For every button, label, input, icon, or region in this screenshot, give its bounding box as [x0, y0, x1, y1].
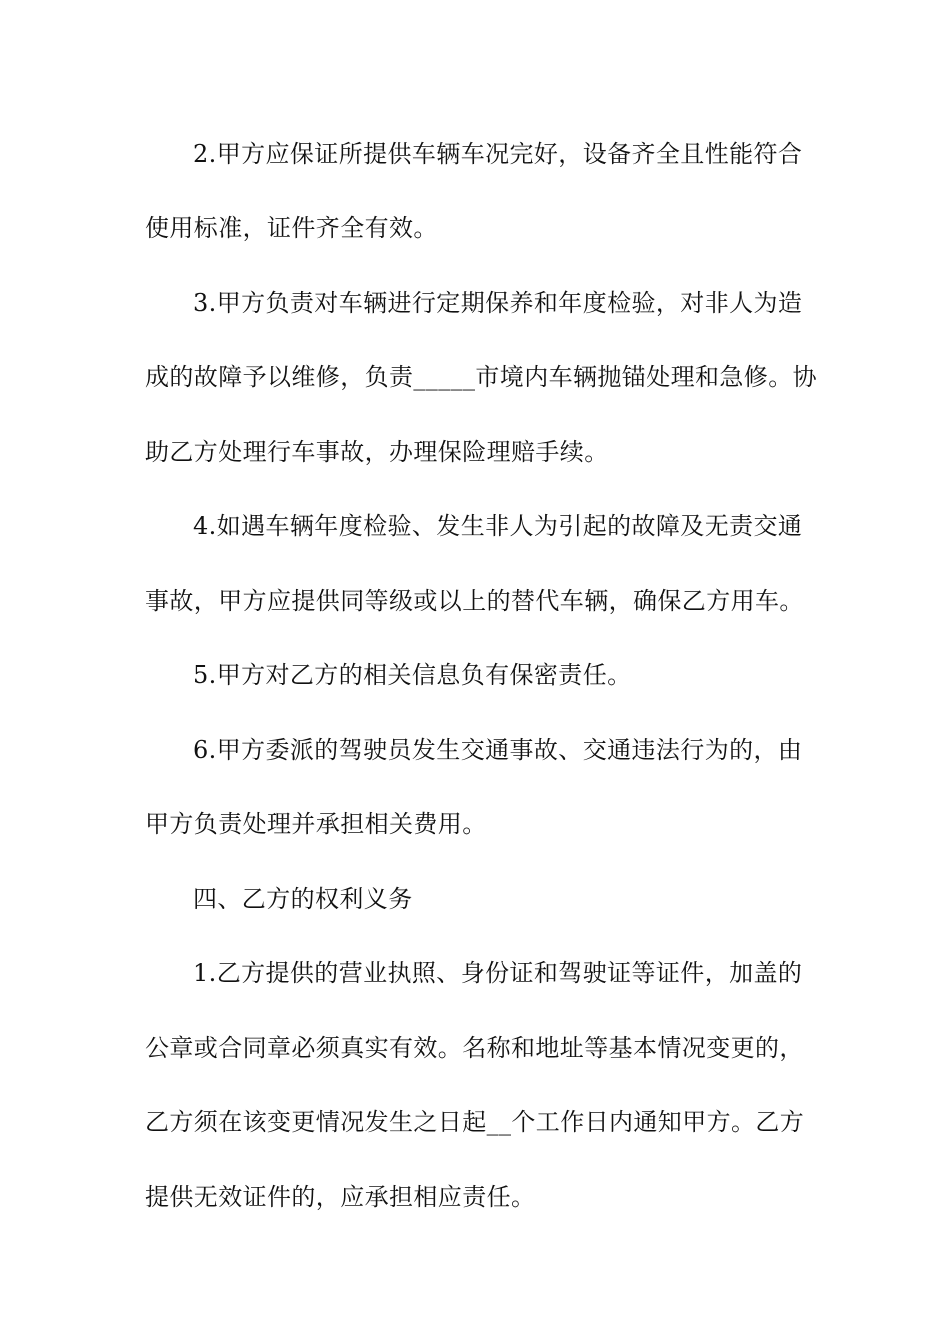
text-line: 6.甲方委派的驾驶员发生交通事故、交通违法行为的，由 [193, 736, 803, 764]
text-line: 甲方负责处理并承担相关费用。 [145, 810, 487, 838]
text-line: 乙方须在该变更情况发生之日起__个工作日内通知甲方。乙方 [145, 1108, 805, 1136]
text-line: 3.甲方负责对车辆进行定期保养和年度检验，对非人为造 [193, 289, 803, 317]
text-line: 成的故障予以维修，负责_____市境内车辆抛锚处理和急修。协 [145, 363, 817, 391]
section-heading: 四、乙方的权利义务 [193, 885, 413, 913]
text-line: 1.乙方提供的营业执照、身份证和驾驶证等证件，加盖的 [193, 959, 803, 987]
text-line: 4.如遇车辆年度检验、发生非人为引起的故障及无责交通 [193, 512, 803, 540]
text-line: 助乙方处理行车事故，办理保险理赔手续。 [145, 438, 609, 466]
text-line: 事故，甲方应提供同等级或以上的替代车辆，确保乙方用车。 [145, 587, 804, 615]
text-line: 使用标准，证件齐全有效。 [145, 214, 438, 242]
text-line: 2.甲方应保证所提供车辆车况完好，设备齐全且性能符合 [193, 140, 803, 168]
text-line: 5.甲方对乙方的相关信息负有保密责任。 [193, 661, 632, 689]
text-line: 提供无效证件的，应承担相应责任。 [145, 1183, 536, 1211]
text-line: 公章或合同章必须真实有效。名称和地址等基本情况变更的， [145, 1034, 804, 1062]
